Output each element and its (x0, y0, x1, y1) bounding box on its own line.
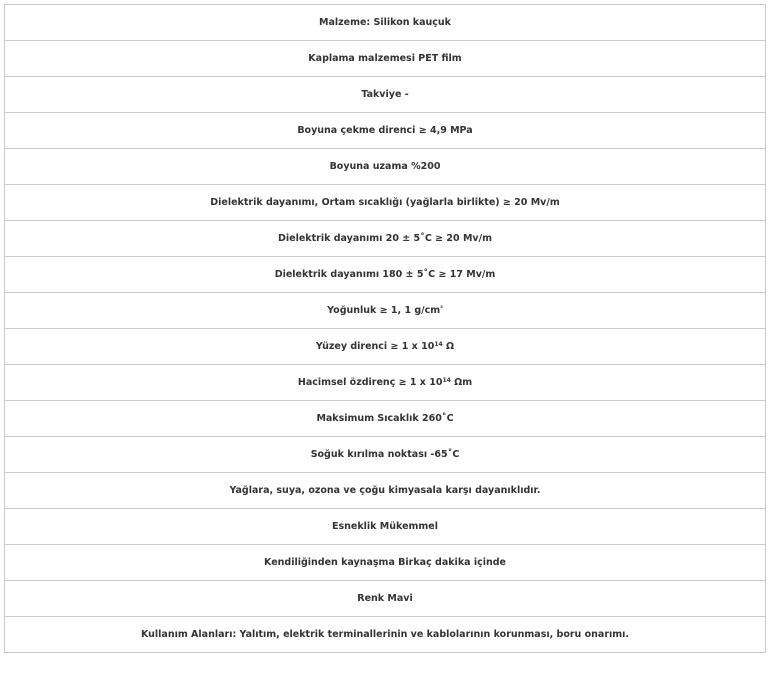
superscript: ³ (440, 305, 443, 312)
spec-text: Kendiliğinden kaynaşma Birkaç dakika içinde (264, 557, 506, 568)
table-row (5, 257, 766, 293)
specifications-table (4, 4, 766, 653)
superscript: 14 (442, 377, 451, 384)
spec-text: Dielektrik dayanımı, Ortam sıcaklığı (yağlarla birlikte) ≥ 20 Mv/m (210, 197, 560, 208)
table-row (5, 149, 766, 185)
table-row (5, 293, 766, 329)
superscript: 14 (434, 341, 443, 348)
spec-text: Malzeme: Silikon kauçuk (318, 17, 452, 28)
spec-cell (5, 365, 766, 401)
table-row (5, 221, 766, 257)
unit-text: Ω (442, 341, 455, 352)
table-row (5, 5, 766, 41)
unit-text: Ωm (450, 377, 473, 388)
spec-cell (5, 329, 766, 365)
table-row (5, 365, 766, 401)
table-row (5, 437, 766, 473)
spec-cell (5, 221, 766, 257)
spec-cell (5, 185, 766, 221)
spec-cell (5, 5, 766, 41)
spec-text: Yağlara, suya, ozona ve çoğu kimyasala karşı dayanıklıdır. (229, 485, 541, 496)
spec-cell (5, 509, 766, 545)
spec-cell (5, 581, 766, 617)
spec-cell (5, 77, 766, 113)
spec-text: Renk Mavi (357, 593, 413, 604)
spec-cell (5, 545, 766, 581)
spec-cell (5, 473, 766, 509)
spec-cell (5, 149, 766, 185)
spec-cell (5, 41, 766, 77)
spec-text: Boyuna uzama %200 (329, 161, 441, 172)
table-row (5, 509, 766, 545)
table-row (5, 581, 766, 617)
table-row (5, 77, 766, 113)
spec-text: Boyuna çekme direnci ≥ 4,9 MPa (297, 125, 473, 136)
spec-cell (5, 437, 766, 473)
spec-text: Dielektrik dayanımı 180 ± 5˚C ≥ 17 Mv/m (274, 269, 496, 280)
spec-text: Kullanım Alanları: Yalıtım, elektrik terminallerinin ve kablolarının korunması, boru onarımı. (140, 629, 630, 640)
spec-cell (5, 257, 766, 293)
table-row (5, 113, 766, 149)
spec-text: Esneklik Mükemmel (331, 521, 439, 532)
spec-text: Hacimsel özdirenç ≥ 1 x 10 (297, 377, 443, 388)
spec-text: Yoğunluk ≥ 1, 1 g/cm (327, 305, 441, 316)
table-row (5, 545, 766, 581)
table-row (5, 473, 766, 509)
spec-cell (5, 401, 766, 437)
spec-cell (5, 113, 766, 149)
table-row (5, 401, 766, 437)
table-row (5, 185, 766, 221)
table-row (5, 329, 766, 365)
spec-text: Takviye - (361, 89, 409, 100)
spec-text: Maksimum Sıcaklık 260˚C (316, 413, 454, 424)
spec-text: Kaplama malzemesi PET film (308, 53, 462, 64)
table-row (5, 41, 766, 77)
spec-text: Dielektrik dayanımı 20 ± 5˚C ≥ 20 Mv/m (278, 233, 492, 244)
spec-cell (5, 617, 766, 653)
spec-text: Soğuk kırılma noktası -65˚C (310, 449, 460, 460)
table-row (5, 617, 766, 653)
spec-cell (5, 293, 766, 329)
spec-text: Yüzey direnci ≥ 1 x 10 (315, 341, 435, 352)
